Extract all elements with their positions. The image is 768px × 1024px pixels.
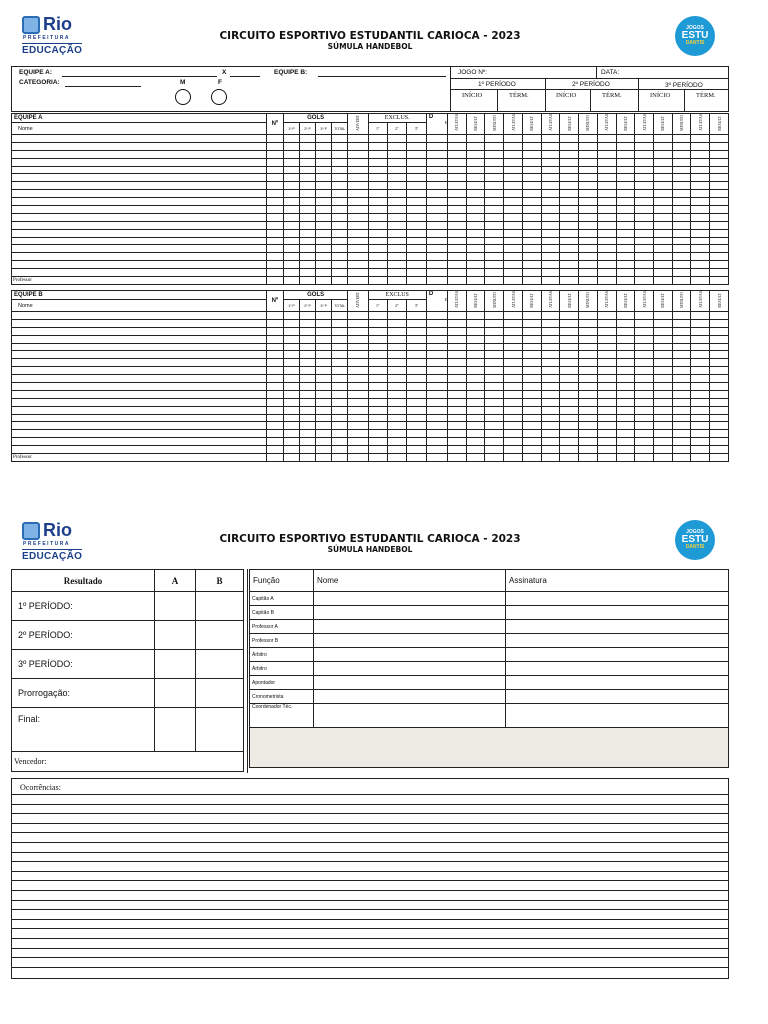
player-row[interactable] bbox=[12, 398, 729, 406]
ocorrencia-line[interactable] bbox=[11, 938, 729, 939]
ocorrencia-line[interactable] bbox=[11, 880, 729, 881]
player-row[interactable] bbox=[12, 142, 729, 150]
equipe-a-label: EQUIPE A: bbox=[19, 69, 52, 76]
player-row[interactable] bbox=[12, 221, 729, 229]
team-label: EQUIPE B bbox=[12, 291, 267, 300]
ocorrencias-label: Ocorrências: bbox=[20, 783, 61, 792]
document-title: CIRCUITO ESPORTIVO ESTUDANTIL CARIOCA - 2023 SÚMULA HANDEBOL bbox=[219, 30, 521, 51]
gols-header: GOLS bbox=[283, 114, 347, 123]
ocorrencia-line[interactable] bbox=[11, 928, 729, 929]
ocorrencia-line[interactable] bbox=[11, 957, 729, 958]
player-row[interactable] bbox=[12, 312, 729, 320]
rio-logo: Rio PREFEITURA EDUCAÇÃO bbox=[22, 14, 83, 56]
player-row[interactable] bbox=[12, 158, 729, 166]
equipe-b-field[interactable] bbox=[318, 76, 446, 77]
player-row[interactable] bbox=[12, 198, 729, 206]
ocorrencia-line[interactable] bbox=[11, 804, 729, 805]
document-title-page2: CIRCUITO ESPORTIVO ESTUDANTIL CARIOCA - 2023 SÚMULA HANDEBOL bbox=[219, 533, 521, 554]
equipe-a-field[interactable] bbox=[62, 76, 217, 77]
ocorrencias-box bbox=[11, 778, 729, 979]
rio-emblem-icon bbox=[22, 522, 40, 540]
team-table-b: EQUIPE B Nº GOLS ADVERT EXCLUS D E ATLETAS RESULT MINUTO ATLETAS RESULT ATLETAS RESULT MINUTO ATLETAS RESULT ATLETAS RESULT MINUTO ATLETAS RESULT Nome 1º P 2º P 3º P TOTAL 1º 2º 3º Professor bbox=[11, 290, 729, 462]
player-row[interactable] bbox=[12, 229, 729, 237]
categoria-field[interactable] bbox=[65, 86, 141, 87]
player-row[interactable] bbox=[12, 206, 729, 214]
player-row[interactable] bbox=[12, 213, 729, 221]
ocorrencia-line[interactable] bbox=[11, 823, 729, 824]
player-row[interactable] bbox=[12, 237, 729, 245]
gender-f-checkbox[interactable] bbox=[211, 89, 227, 105]
player-row[interactable] bbox=[12, 261, 729, 269]
player-row[interactable] bbox=[12, 335, 729, 343]
player-row[interactable] bbox=[12, 351, 729, 359]
ocorrencia-line[interactable] bbox=[11, 909, 729, 910]
player-row[interactable] bbox=[12, 430, 729, 438]
player-row[interactable] bbox=[12, 406, 729, 414]
player-row[interactable] bbox=[12, 190, 729, 198]
player-row[interactable] bbox=[12, 327, 729, 335]
jogos-estudantis-badge-page2: JOGOS ESTU DANTIS bbox=[675, 520, 715, 560]
gols-header: GOLS bbox=[283, 291, 347, 300]
player-row[interactable] bbox=[12, 446, 729, 454]
ocorrencia-line[interactable] bbox=[11, 813, 729, 814]
ocorrencia-line[interactable] bbox=[11, 842, 729, 843]
player-row[interactable] bbox=[12, 135, 729, 143]
ocorrencia-line[interactable] bbox=[11, 871, 729, 872]
team-label: EQUIPE A bbox=[12, 114, 267, 123]
gender-m-checkbox[interactable] bbox=[175, 89, 191, 105]
exclus-header: EXCLUS. bbox=[368, 114, 426, 123]
player-row[interactable] bbox=[12, 150, 729, 158]
player-row[interactable] bbox=[12, 343, 729, 351]
rio-emblem-icon bbox=[22, 16, 40, 34]
exclus-header: EXCLUS bbox=[368, 291, 426, 300]
professor-row[interactable]: Professor bbox=[12, 277, 267, 285]
player-row[interactable] bbox=[12, 383, 729, 391]
jogos-estudantis-badge: JOGOS ESTU DANTIS bbox=[675, 16, 715, 56]
player-row[interactable] bbox=[12, 390, 729, 398]
player-row[interactable] bbox=[12, 375, 729, 383]
ocorrencia-line[interactable] bbox=[11, 794, 729, 795]
ocorrencia-line[interactable] bbox=[11, 832, 729, 833]
rio-logo-page2: Rio PREFEITURA EDUCAÇÃO bbox=[22, 520, 83, 562]
player-row[interactable] bbox=[12, 367, 729, 375]
player-row[interactable] bbox=[12, 414, 729, 422]
player-row[interactable] bbox=[12, 359, 729, 367]
player-row[interactable] bbox=[12, 422, 729, 430]
team-table-a: EQUIPE A Nº GOLS ADVERT EXCLUS. D E ATLETAS RESULT MINUTO ATLETAS RESULT ATLETAS RESULT MINUTO ATLETAS RESULT ATLETAS RESULT MINUTO ATLETAS RESULT Nome 1º P 2º P 3º P TOTAL 1º 2º 3º Professor bbox=[11, 113, 729, 285]
ocorrencia-line[interactable] bbox=[11, 900, 729, 901]
player-row[interactable] bbox=[12, 166, 729, 174]
player-row[interactable] bbox=[12, 253, 729, 261]
ocorrencia-line[interactable] bbox=[11, 852, 729, 853]
categoria-label: CATEGORIA: bbox=[19, 79, 60, 86]
ocorrencia-line[interactable] bbox=[11, 948, 729, 949]
equipe-b-label: EQUIPE B: bbox=[274, 69, 308, 76]
player-row[interactable] bbox=[12, 182, 729, 190]
player-row[interactable] bbox=[12, 319, 729, 327]
ocorrencia-line[interactable] bbox=[11, 890, 729, 891]
ocorrencia-line[interactable] bbox=[11, 919, 729, 920]
result-table: Resultado A B 1º PERÍODO: 2º PERÍODO: 3º PERÍODO: Prorrogação: Final: Vencedor: bbox=[11, 569, 244, 772]
player-row[interactable] bbox=[12, 174, 729, 182]
player-row[interactable] bbox=[12, 269, 729, 277]
ocorrencia-line[interactable] bbox=[11, 861, 729, 862]
officials-table: Função Nome Assinatura Capitão A Capitão B Professor A Professor B Árbitro Árbitro Apontador Cronometrista Coordenador Téc. bbox=[249, 569, 729, 768]
player-row[interactable] bbox=[12, 438, 729, 446]
ocorrencia-line[interactable] bbox=[11, 967, 729, 968]
player-row[interactable] bbox=[12, 245, 729, 253]
professor-row[interactable]: Professor bbox=[12, 454, 267, 462]
